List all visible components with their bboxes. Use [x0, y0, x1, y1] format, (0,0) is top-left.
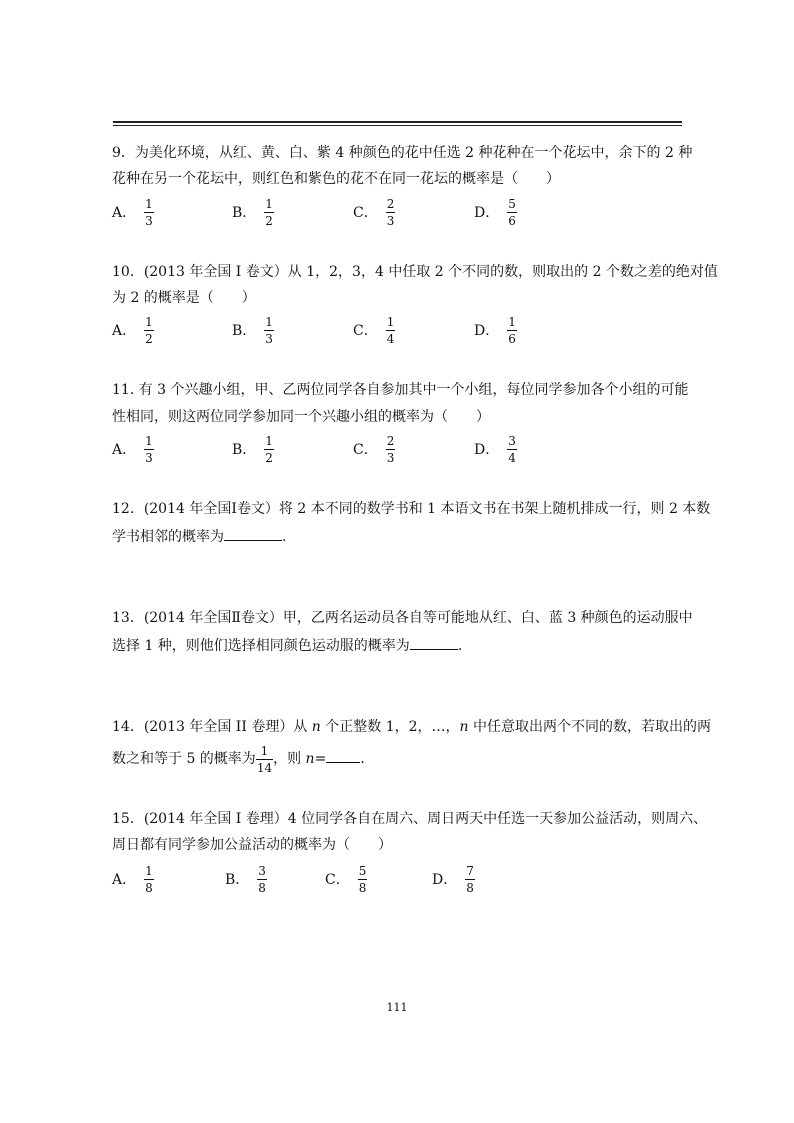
option-label: A． — [112, 442, 137, 458]
q11-option-b[interactable] — [232, 432, 274, 466]
q9-option-c[interactable] — [353, 195, 395, 229]
option-fraction — [257, 864, 267, 895]
q13-answer-blank[interactable] — [410, 635, 458, 650]
option-fraction — [144, 864, 154, 895]
q10-line1: 10．(2013 年全国 I 卷文）从 1，2，3，4 中任取 2 个不同的数，则取出的 2 个数之差的绝对值 — [112, 264, 718, 280]
q9-line1: 9．为美化环境，从红、黄、白、紫 4 种颜色的花中任选 2 种花种在一个花坛中，余下的 2 种 — [112, 145, 693, 161]
option-label: A． — [112, 323, 137, 339]
header-rule-thick — [113, 121, 682, 123]
q14-line2-b: ，则 — [273, 751, 306, 767]
denominator: 4 — [386, 331, 395, 346]
q10-option-a[interactable] — [112, 313, 154, 347]
denominator: 3 — [265, 331, 273, 346]
q14-line2 — [112, 742, 365, 776]
denominator: 3 — [386, 213, 395, 228]
numerator: 1 — [508, 314, 516, 329]
q12-line2-end: . — [282, 529, 287, 545]
q15-option-b[interactable] — [225, 862, 267, 896]
numerator: 2 — [386, 196, 395, 211]
denominator: 3 — [145, 213, 153, 228]
q13-line2-text: 选择 1 种，则他们选择相同颜色运动服的概率为 — [112, 638, 410, 654]
numerator: 1 — [145, 196, 153, 211]
denominator: 3 — [145, 450, 153, 465]
q12-line2 — [112, 526, 286, 547]
q9-option-d[interactable] — [474, 195, 517, 229]
denominator: 8 — [145, 880, 153, 895]
option-fraction — [507, 434, 517, 465]
denominator: 6 — [508, 213, 516, 228]
numerator: 1 — [145, 863, 153, 878]
denominator: 4 — [508, 450, 516, 465]
denominator: 2 — [265, 213, 273, 228]
q9-line2: 花种在另一个花坛中，则红色和紫色的花不在同一花坛的概率是（ ） — [112, 171, 560, 187]
option-label: C． — [353, 442, 378, 458]
q14-answer-blank[interactable] — [326, 748, 360, 763]
q10-option-c[interactable] — [353, 313, 395, 347]
q15-option-c[interactable] — [325, 862, 367, 896]
q11-option-c[interactable] — [353, 432, 395, 466]
option-label: A． — [112, 872, 137, 888]
option-fraction — [264, 434, 274, 465]
numerator: 1 — [145, 433, 153, 448]
q10-option-b[interactable] — [232, 313, 274, 347]
numerator: 3 — [258, 863, 266, 878]
option-fraction — [144, 434, 154, 465]
option-label: D． — [474, 205, 500, 221]
numerator: 1 — [265, 433, 273, 448]
q9-option-b[interactable] — [232, 195, 274, 229]
option-label: D． — [474, 323, 500, 339]
numerator: 1 — [145, 314, 153, 329]
option-label: D． — [432, 872, 458, 888]
q12-line2-text: 学书相邻的概率为 — [112, 529, 224, 545]
q15-line2: 周日都有同学参加公益活动的概率为（ ） — [112, 837, 392, 853]
numerator: 1 — [265, 314, 273, 329]
option-fraction — [386, 197, 396, 228]
option-fraction — [507, 315, 517, 346]
option-label: C． — [325, 872, 350, 888]
variable-n: n — [459, 719, 469, 735]
option-label: A． — [112, 205, 137, 221]
numerator: 1 — [265, 196, 273, 211]
q14-line2-end: . — [360, 751, 365, 767]
numerator: 1 — [260, 743, 269, 758]
q13-line2 — [112, 635, 462, 656]
numerator: 2 — [386, 433, 395, 448]
q10-line2: 为 2 的概率是（ ） — [112, 290, 256, 306]
option-label: B． — [232, 442, 257, 458]
q11-option-d[interactable] — [474, 432, 517, 466]
header-rule-thin — [113, 125, 682, 126]
q13-line2-end: . — [457, 638, 463, 654]
option-fraction — [465, 864, 475, 895]
option-label: B． — [225, 872, 250, 888]
numerator: 5 — [508, 196, 516, 211]
q11-option-a[interactable] — [112, 432, 154, 466]
q14-line1 — [112, 717, 711, 737]
denominator: 2 — [145, 331, 153, 346]
option-fraction — [507, 197, 517, 228]
option-label: B． — [232, 205, 257, 221]
q15-line1: 15．(2014 年全国 I 卷理）4 位同学各自在周六、周日两天中任选一天参加公益活动，则周六、 — [112, 811, 708, 827]
denominator: 14 — [256, 760, 273, 775]
option-fraction — [358, 864, 368, 895]
option-fraction — [144, 197, 154, 228]
denominator: 3 — [386, 450, 395, 465]
q12-answer-blank[interactable] — [224, 526, 282, 541]
q11-line2: 性相同，则这两位同学参加同一个兴趣小组的概率为（ ） — [112, 409, 490, 425]
denominator: 8 — [466, 880, 474, 895]
numerator: 5 — [358, 863, 367, 878]
option-label: D． — [474, 442, 500, 458]
q14-line1-c: 中任意取出两个不同的数，若取出的两 — [468, 719, 712, 735]
q14-fraction — [256, 744, 273, 775]
q10-option-d[interactable] — [474, 313, 517, 347]
numerator: 1 — [386, 314, 395, 329]
q14-line2-a: 数之和等于 5 的概率为 — [112, 751, 256, 767]
q14-line1-b: 个正整数 1，2，…， — [320, 719, 460, 735]
option-fraction — [386, 434, 396, 465]
denominator: 8 — [258, 880, 266, 895]
denominator: 8 — [358, 880, 367, 895]
q15-option-d[interactable] — [432, 862, 475, 896]
denominator: 2 — [265, 450, 273, 465]
q11-line1: 11. 有 3 个兴趣小组，甲、乙两位同学各自参加其中一个小组，每位同学参加各个小组的可能 — [112, 382, 689, 398]
option-fraction — [264, 315, 274, 346]
variable-n: n — [305, 751, 315, 767]
numerator: 3 — [508, 433, 516, 448]
q15-option-a[interactable] — [112, 862, 154, 896]
q12-line1: 12．(2014 年全国Ⅰ卷文）将 2 本不同的数学书和 1 本语文书在书架上随机排成一行，则 2 本数 — [112, 501, 711, 517]
q14-line2-c: = — [314, 751, 327, 767]
option-fraction — [144, 315, 154, 346]
page-number: 111 — [386, 1001, 408, 1014]
option-label: C． — [353, 205, 378, 221]
option-label: C． — [353, 323, 378, 339]
variable-n: n — [311, 719, 321, 735]
q14-line1-a: 14．(2013 年全国 II 卷理）从 — [112, 719, 312, 735]
q13-line1: 13．(2014 年全国Ⅱ卷文）甲，乙两名运动员各自等可能地从红、白、蓝 3 种颜色的运动服中 — [112, 610, 693, 626]
option-fraction — [386, 315, 396, 346]
option-fraction — [264, 197, 274, 228]
denominator: 6 — [508, 331, 516, 346]
numerator: 7 — [466, 863, 474, 878]
q9-option-a[interactable] — [112, 195, 154, 229]
option-label: B． — [232, 323, 257, 339]
